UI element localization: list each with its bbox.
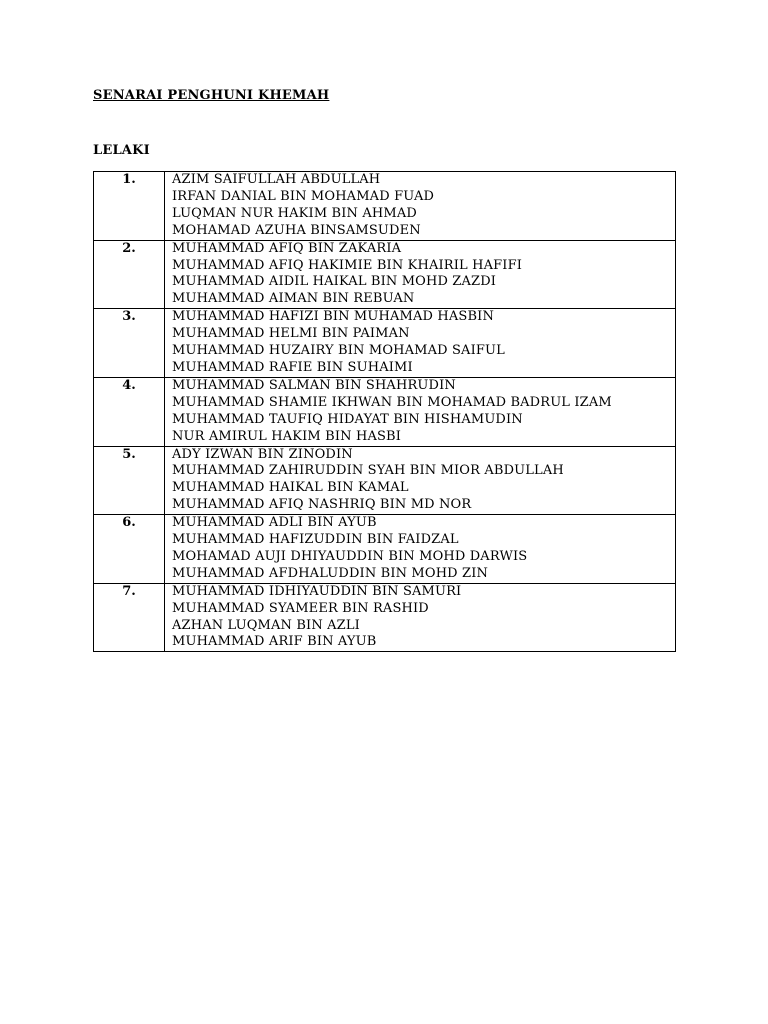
member-name: MUHAMMAD HAFIZUDDIN BIN FAIDZAL (172, 532, 459, 548)
group-number: 7. (122, 583, 136, 599)
table-row (94, 583, 676, 652)
group-members-cell (165, 240, 676, 309)
member-name: MUHAMMAD ADLI BIN AYUB (172, 515, 377, 531)
group-number: 3. (122, 309, 136, 325)
member-name: AZHAN LUQMAN BIN AZLI (172, 617, 360, 633)
group-number: 6. (122, 515, 136, 531)
table-row (94, 240, 676, 309)
member-name: ADY IZWAN BIN ZINODIN (172, 446, 353, 462)
member-name: MUHAMMAD HELMI BIN PAIMAN (172, 326, 410, 342)
member-name: MUHAMMAD RAFIE BIN SUHAIMI (172, 359, 413, 375)
roster-body (94, 172, 676, 652)
member-name: NUR AMIRUL HAKIM BIN HASBI (172, 428, 402, 444)
group-members-cell (165, 377, 676, 446)
group-members-cell (165, 583, 676, 652)
group-number-cell (94, 583, 165, 652)
group-number-cell (94, 446, 165, 515)
group-number-cell (94, 240, 165, 309)
member-name: AZIM SAIFULLAH ABDULLAH (172, 172, 381, 187)
member-name: MUHAMMAD ARIF BIN AYUB (172, 634, 377, 650)
group-number-cell (94, 377, 165, 446)
group-number: 4. (122, 377, 136, 393)
member-name: MUHAMMAD SALMAN BIN SHAHRUDIN (172, 377, 456, 393)
member-name: MUHAMMAD AIMAN BIN REBUAN (172, 291, 415, 307)
group-number: 1. (122, 172, 136, 187)
group-number-cell (94, 309, 165, 378)
table-row (94, 377, 676, 446)
member-name: MUHAMMAD ZAHIRUDDIN SYAH BIN MIOR ABDULLAH (172, 463, 564, 479)
member-name: MUHAMMAD AIDIL HAIKAL BIN MOHD ZAZDI (172, 274, 497, 290)
table-row (94, 446, 676, 515)
member-name: MUHAMMAD AFDHALUDDIN BIN MOHD ZIN (172, 565, 489, 581)
member-name: MUHAMMAD SHAMIE IKHWAN BIN MOHAMAD BADRUL IZAM (172, 394, 612, 410)
member-name: MUHAMMAD TAUFIQ HIDAYAT BIN HISHAMUDIN (172, 411, 523, 427)
member-name: MUHAMMAD HAFIZI BIN MUHAMAD HASBIN (172, 309, 494, 325)
group-number-cell (94, 515, 165, 584)
group-members-cell (165, 172, 676, 241)
member-name: MUHAMMAD SYAMEER BIN RASHID (172, 600, 429, 616)
member-name: MUHAMMAD HAIKAL BIN KAMAL (172, 480, 409, 496)
member-name: MOHAMAD AUJI DHIYAUDDIN BIN MOHD DARWIS (172, 548, 528, 564)
member-name: MOHAMAD AZUHA BINSAMSUDEN (172, 222, 421, 238)
member-name: IRFAN DANIAL BIN MOHAMAD FUAD (172, 188, 435, 204)
table-row (94, 515, 676, 584)
member-name: MUHAMMAD HUZAIRY BIN MOHAMAD SAIFUL (172, 343, 505, 359)
group-members-cell (165, 515, 676, 584)
tent-roster-table (93, 171, 676, 652)
table-row (94, 309, 676, 378)
group-number: 2. (122, 240, 136, 256)
section-heading: LELAKI (93, 143, 150, 158)
group-number-cell (94, 172, 165, 241)
group-number: 5. (122, 446, 136, 462)
member-name: MUHAMMAD AFIQ BIN ZAKARIA (172, 240, 402, 256)
table-row (94, 172, 676, 241)
member-name: MUHAMMAD AFIQ HAKIMIE BIN KHAIRIL HAFIFI (172, 257, 523, 273)
group-members-cell (165, 309, 676, 378)
document-title: SENARAI PENGHUNI KHEMAH (93, 88, 330, 103)
member-name: MUHAMMAD AFIQ NASHRIQ BIN MD NOR (172, 497, 472, 513)
member-name: LUQMAN NUR HAKIM BIN AHMAD (172, 205, 417, 221)
group-members-cell (165, 446, 676, 515)
member-name: MUHAMMAD IDHIYAUDDIN BIN SAMURI (172, 583, 462, 599)
